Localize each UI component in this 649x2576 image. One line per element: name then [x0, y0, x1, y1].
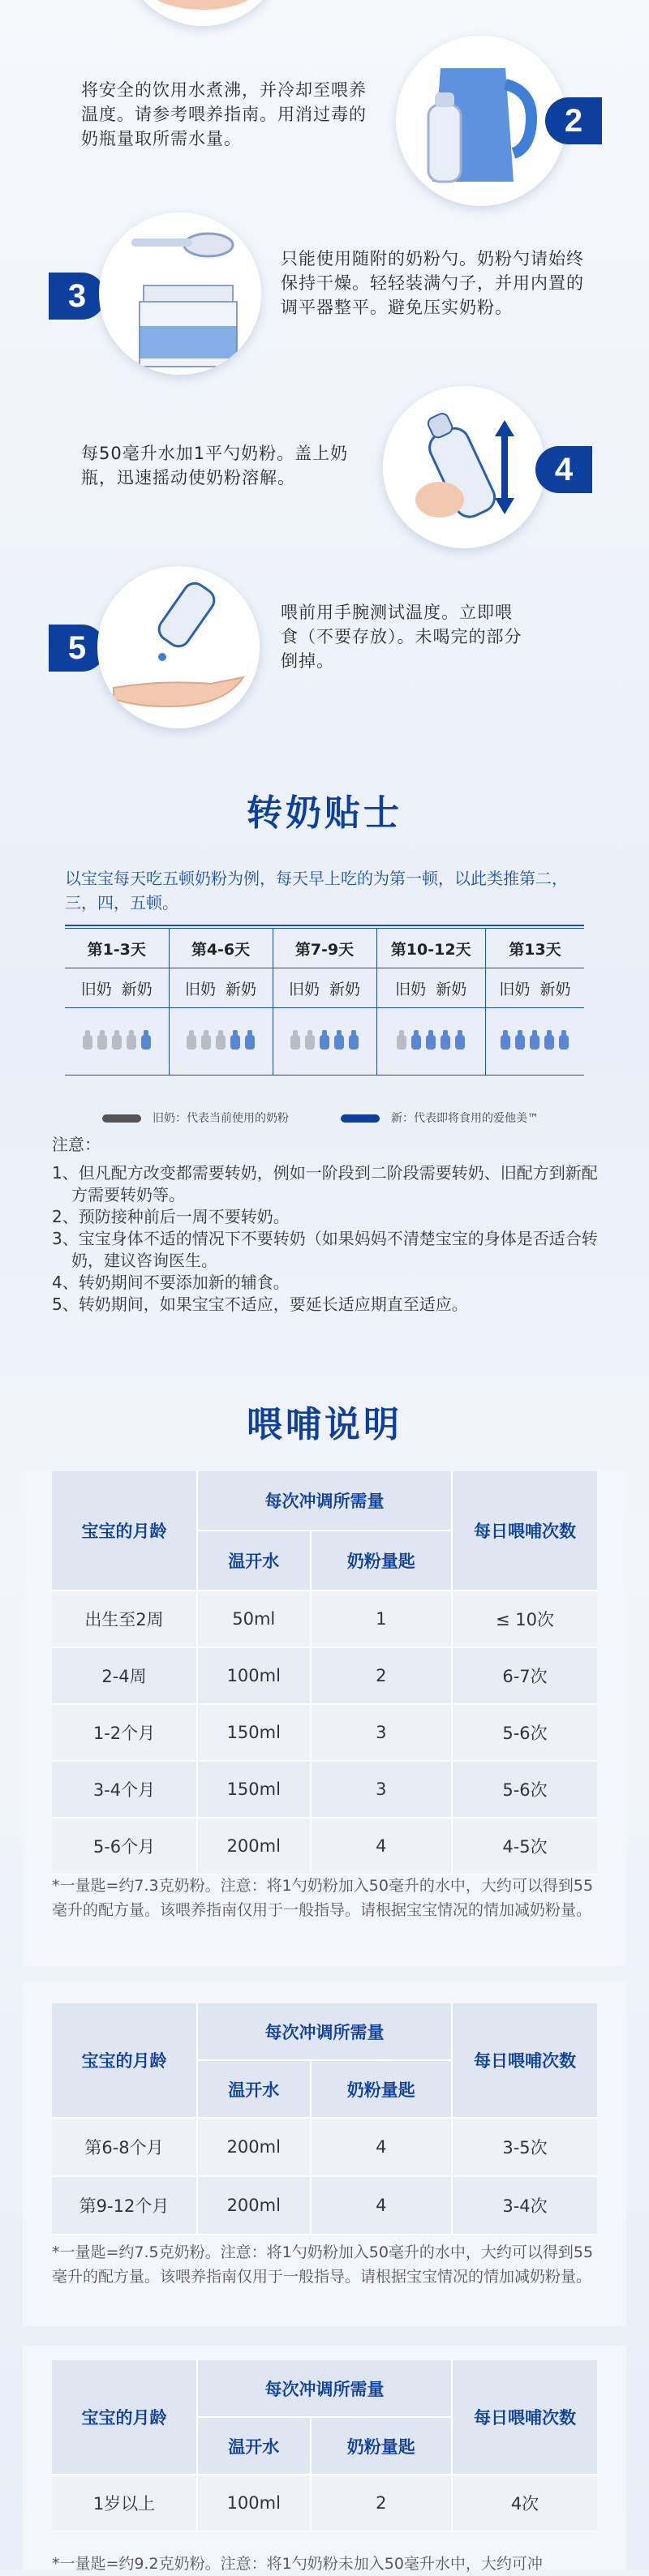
- amount-header: 每次冲调所需量: [197, 1471, 452, 1531]
- new-bottle-icon: [528, 1029, 541, 1050]
- bottle-cell: [65, 1008, 169, 1075]
- step3-number-badge: 3: [49, 273, 105, 320]
- new-label: 新奶: [329, 980, 361, 998]
- old-label: 旧奶: [288, 980, 320, 998]
- tips-days-row: [65, 929, 584, 968]
- table-row: [52, 2176, 597, 2235]
- amount-header: 每次冲调所需量: [197, 2003, 452, 2060]
- tips-label-cell: [485, 968, 584, 1008]
- step3-image-circle: [99, 213, 261, 375]
- old-bottle-icon: [200, 1029, 213, 1050]
- times-header: 每日喂哺次数: [452, 2360, 597, 2475]
- tips-title: 转奶贴士: [247, 792, 402, 834]
- hand-wash-icon: [122, 0, 284, 26]
- age-cell: 第9-12个月: [52, 2176, 197, 2235]
- new-bottle-icon: [229, 1029, 242, 1050]
- note-item: 1、但凡配方改变都需要转奶，例如一阶段到二阶段需要转奶、旧配方到新配方需要转奶等。: [52, 1163, 598, 1204]
- water-header: 温开水: [197, 1531, 311, 1591]
- water-cell: 100ml: [197, 1647, 311, 1704]
- old-bottle-icon: [81, 1029, 94, 1050]
- age-header: 宝宝的月龄: [52, 2003, 197, 2118]
- tips-intro: 以宝宝每天吃五顿奶粉为例，每天早上吃的为第一顿，以此类推第二，三，四，五顿。: [65, 869, 568, 912]
- old-bottle-icon: [110, 1029, 123, 1050]
- new-bottle-icon: [557, 1029, 570, 1050]
- scoops-cell: 4: [311, 2176, 452, 2235]
- kettle-icon: [396, 36, 566, 206]
- step3-text: 只能使用随附的奶粉勺。奶粉勺请始终保持干燥。轻轻装满勺子，并用内置的调平器整平。避免压实奶粉。: [281, 249, 584, 317]
- new-bottle-icon: [410, 1029, 423, 1050]
- feed-header-row: [52, 1471, 597, 1531]
- age-cell: 1-2个月: [52, 1704, 197, 1761]
- old-label: 旧奶: [184, 980, 216, 998]
- new-bottle-icon: [347, 1029, 360, 1050]
- new-bottle-icon: [514, 1029, 527, 1050]
- old-bottle-icon: [303, 1029, 316, 1050]
- feeding-footnote-3: *一量匙=约9.2克奶粉。注意：将1勺奶粉未加入50毫升水中，大约可冲: [52, 2555, 543, 2573]
- step2-image-circle: [396, 36, 566, 206]
- tips-day-2: 第4-6天: [169, 929, 273, 968]
- times-cell: 6-7次: [452, 1647, 597, 1704]
- water-cell: 50ml: [197, 1591, 311, 1647]
- step5-number-badge: 5: [49, 625, 105, 672]
- bottle-cell: [485, 1008, 584, 1075]
- old-label: 旧奶: [499, 980, 531, 998]
- bottle-cell: [273, 1008, 376, 1075]
- times-header: 每日喂哺次数: [452, 2003, 597, 2118]
- notes: [52, 1134, 604, 1316]
- new-bottle-icon: [543, 1029, 556, 1050]
- tips-label-cell: [376, 968, 485, 1008]
- times-header: 每日喂哺次数: [452, 1471, 597, 1591]
- water-cell: 150ml: [197, 1704, 311, 1761]
- scoops-cell: 3: [311, 1761, 452, 1818]
- old-bottle-icon: [185, 1029, 198, 1050]
- scoops-cell: 2: [311, 2475, 452, 2531]
- note-item: 4、转奶期间不要添加新的辅食。: [52, 1273, 290, 1292]
- step4-image-circle: [383, 386, 545, 548]
- tips-top-rule: [65, 925, 584, 926]
- times-cell: 4-5次: [452, 1818, 597, 1874]
- age-header: 宝宝的月龄: [52, 1471, 197, 1591]
- new-label: 新奶: [121, 980, 153, 998]
- new-bottle-icon: [424, 1029, 437, 1050]
- new-bottle-icon: [333, 1029, 346, 1050]
- old-bottle-icon: [96, 1029, 109, 1050]
- shake-bottle-icon: [383, 386, 545, 548]
- table-row: [52, 1647, 597, 1704]
- tips-day-1: 第1-3天: [65, 929, 169, 968]
- step2-number-badge: 2: [545, 97, 602, 144]
- tips-label-row: [65, 968, 584, 1008]
- bottle-cell: [169, 1008, 273, 1075]
- new-label: 新奶: [226, 980, 257, 998]
- feeding-footnote-1: *一量匙=约7.3克奶粉。注意：将1勺奶粉加入50毫升的水中，大约可以得到55毫升的配方量。该喂养指南仅用于一般指导。请根据宝宝情况的情加减奶粉量。: [52, 1877, 594, 1919]
- times-cell: ≤ 10次: [452, 1591, 597, 1647]
- legend-old: 旧奶：代表当前使用的奶粉: [102, 1110, 289, 1126]
- table-row: [52, 1761, 597, 1818]
- times-cell: 5-6次: [452, 1704, 597, 1761]
- tips-label-cell: [65, 968, 169, 1008]
- age-cell: 第6-8个月: [52, 2118, 197, 2176]
- tips-label-cell: [169, 968, 273, 1008]
- old-legend-swatch: [102, 1114, 141, 1123]
- step5-image-circle: [97, 566, 260, 728]
- step1-image-circle: [122, 0, 284, 26]
- feeding-footnote-2: *一量匙=约7.5克奶粉。注意：将1勺奶粉加入50毫升的水中，大约可以得到55毫升的配方量。该喂养指南仅用于一般指导。请根据宝宝情况的情加减奶粉量。: [52, 2243, 594, 2286]
- old-bottle-icon: [214, 1029, 227, 1050]
- water-cell: 200ml: [197, 1818, 311, 1874]
- water-cell: 100ml: [197, 2475, 311, 2531]
- tips-table: [65, 928, 584, 1075]
- tips-day-4: 第10-12天: [376, 929, 485, 968]
- step4-number-badge: 4: [535, 446, 592, 493]
- tips-day-3: 第7-9天: [273, 929, 376, 968]
- water-header: 温开水: [197, 2060, 311, 2118]
- feeding-table-3: [52, 2360, 597, 2532]
- old-bottle-icon: [289, 1029, 302, 1050]
- age-cell: 2-4周: [52, 1647, 197, 1704]
- table-row: [52, 1704, 597, 1761]
- times-cell: 3-4次: [452, 2176, 597, 2235]
- new-legend-swatch: [341, 1114, 380, 1123]
- new-bottle-icon: [243, 1029, 256, 1050]
- new-bottle-icon: [140, 1029, 153, 1050]
- scoops-header: 奶粉量匙: [311, 1531, 452, 1591]
- old-label: 旧奶: [395, 980, 427, 998]
- new-bottle-icon: [453, 1029, 466, 1050]
- feed-header-row: [52, 2003, 597, 2060]
- feeding-title: 喂哺说明: [247, 1404, 402, 1445]
- water-cell: 150ml: [197, 1761, 311, 1818]
- times-cell: 4次: [452, 2475, 597, 2531]
- wrist-test-icon: [97, 566, 260, 728]
- scoops-cell: 1: [311, 1591, 452, 1647]
- age-cell: 1岁以上: [52, 2475, 197, 2531]
- bottle-cell: [376, 1008, 485, 1075]
- old-bottle-icon: [125, 1029, 138, 1050]
- new-bottle-icon: [318, 1029, 331, 1050]
- amount-header: 每次冲调所需量: [197, 2360, 452, 2417]
- note-item: 3、宝宝身体不适的情况下不要转奶（如果妈妈不清楚宝宝的身体是否适合转奶，建议咨询医生。: [52, 1229, 598, 1270]
- age-header: 宝宝的月龄: [52, 2360, 197, 2475]
- scoops-header: 奶粉量匙: [311, 2060, 452, 2118]
- times-cell: 3-5次: [452, 2118, 597, 2176]
- water-cell: 200ml: [197, 2118, 311, 2176]
- note-item: 5、转奶期间，如果宝宝不适应，要延长适应期直至适应。: [52, 1294, 468, 1314]
- feeding-table-2: [52, 2003, 597, 2235]
- table-row: [52, 2118, 597, 2176]
- tips-bottle-row: [65, 1008, 584, 1075]
- water-cell: 200ml: [197, 2176, 311, 2235]
- scoops-cell: 2: [311, 1647, 452, 1704]
- old-bottle-icon: [395, 1029, 408, 1050]
- step4-text: 每50毫升水加1平勺奶粉。盖上奶瓶，迅速摇动使奶粉溶解。: [81, 444, 349, 487]
- feeding-table-1: [52, 1471, 597, 1875]
- table-row: [52, 1818, 597, 1874]
- new-bottle-icon: [499, 1029, 512, 1050]
- feed-header-row: [52, 2360, 597, 2417]
- new-label: 新奶: [436, 980, 467, 998]
- times-cell: 5-6次: [452, 1761, 597, 1818]
- new-bottle-icon: [439, 1029, 452, 1050]
- scoops-cell: 4: [311, 2118, 452, 2176]
- table-row: [52, 2475, 597, 2531]
- scoop-icon: [99, 213, 261, 375]
- new-label: 新奶: [539, 980, 571, 998]
- old-label: 旧奶: [80, 980, 112, 998]
- notes-heading: 注意：: [52, 1135, 101, 1154]
- legend-new: 新：代表即将食用的爱他美™: [341, 1110, 539, 1126]
- scoops-cell: 3: [311, 1704, 452, 1761]
- age-cell: 3-4个月: [52, 1761, 197, 1818]
- tips-label-cell: [273, 968, 376, 1008]
- age-cell: 出生至2周: [52, 1591, 197, 1647]
- tips-day-5: 第13天: [485, 929, 584, 968]
- note-item: 2、预防接种前后一周不要转奶。: [52, 1207, 290, 1226]
- step5-text: 喂前用手腕测试温度。立即喂食（不要存放）。未喝完的部分倒掉。: [281, 603, 522, 671]
- scoops-header: 奶粉量匙: [311, 2417, 452, 2475]
- step2-text: 将安全的饮用水煮沸，并冷却至喂养温度。请参考喂养指南。用消过毒的奶瓶量取所需水量。: [81, 80, 367, 148]
- scoops-cell: 4: [311, 1818, 452, 1874]
- age-cell: 5-6个月: [52, 1818, 197, 1874]
- water-header: 温开水: [197, 2417, 311, 2475]
- table-row: [52, 1591, 597, 1647]
